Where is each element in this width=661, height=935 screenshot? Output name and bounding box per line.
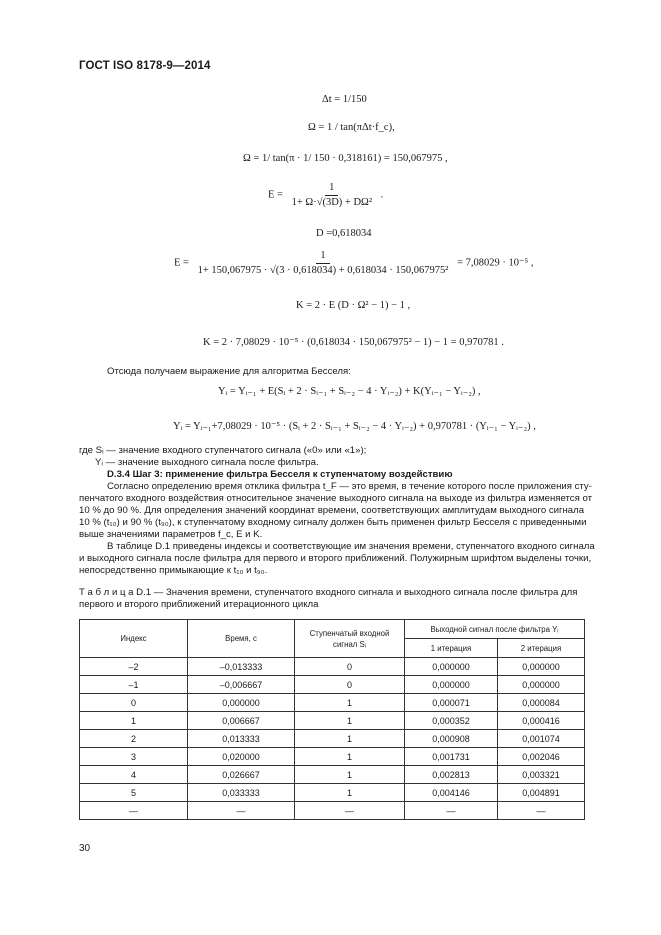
table-cell: 1 bbox=[295, 730, 405, 748]
equation-e-def-denominator: 1+ Ω·√(3D) + DΩ² bbox=[291, 196, 372, 208]
table-row bbox=[80, 676, 585, 694]
equation-e-value-fraction bbox=[194, 250, 453, 276]
header-output: Выходной сигнал после фильтра Yᵢ bbox=[405, 620, 585, 639]
table-cell: 5 bbox=[80, 784, 188, 802]
where-line-2: Yᵢ — значение выходного сигнала после фильтра. bbox=[95, 457, 319, 468]
header-iteration-2: 2 итерация bbox=[498, 639, 585, 658]
table-cell: 0,026667 bbox=[188, 766, 295, 784]
table-cell: 0,001731 bbox=[405, 748, 498, 766]
table-cell: 1 bbox=[295, 748, 405, 766]
equation-e-value-denominator: 1+ 150,067975 · √(3 · 0,618034) + 0,618034 · 150,067975² bbox=[197, 264, 449, 276]
table-cell: 0,000000 bbox=[405, 676, 498, 694]
section-title: D.3.4 Шаг 3: применение фильтра Бесселя к ступенчатому воздействию bbox=[107, 469, 453, 480]
table-cell: 3 bbox=[80, 748, 188, 766]
table-cell: — bbox=[188, 802, 295, 820]
table-cell: 0,000352 bbox=[405, 712, 498, 730]
table-cell: 0,000000 bbox=[405, 658, 498, 676]
page-number: 30 bbox=[79, 843, 91, 854]
equation-e-def-fraction bbox=[288, 182, 376, 208]
paragraph-2-line-1: В таблице D.1 приведены индексы и соответствующие им значения времени, ступенчатого входного сигнала bbox=[107, 541, 595, 552]
table-cell: 0,002046 bbox=[498, 748, 585, 766]
table-cell: 1 bbox=[295, 784, 405, 802]
table-cell: 0,000000 bbox=[188, 694, 295, 712]
table-cell: 2 bbox=[80, 730, 188, 748]
table-row bbox=[80, 712, 585, 730]
table-cell: 0 bbox=[295, 676, 405, 694]
paragraph-1-line-5: выше значениями параметров f_c, E и K. bbox=[79, 529, 263, 540]
paragraph-1-line-1: Согласно определению время отклика фильтра t_F — это время, в течение которого после приложения сту- bbox=[107, 481, 592, 492]
paragraph-1-line-2: пенчатого входного воздействия относительное значение выходного сигнала на выходе из фильтра изменяется от bbox=[79, 493, 592, 504]
table-cell: 0,004891 bbox=[498, 784, 585, 802]
equation-e-value-rhs: = 7,08029 · 10⁻⁵ , bbox=[457, 257, 534, 269]
paragraph-1-line-4: 10 % (t₁₀) и 90 % (t₉₀), к ступенчатому входному сигналу должен быть применен фильтр Бесселя с приведенными bbox=[79, 517, 587, 528]
table-cell: –0,006667 bbox=[188, 676, 295, 694]
equation-k-def: K = 2 · E (D · Ω² − 1) − 1 , bbox=[296, 300, 411, 311]
table-cell: –2 bbox=[80, 658, 188, 676]
table-cell: 0,004146 bbox=[405, 784, 498, 802]
equation-e-def: E = $\frac{1}{\text{1+ Ω·√(3D) + DΩ²}}$ . bbox=[268, 182, 384, 208]
table-cell: 0,000908 bbox=[405, 730, 498, 748]
standard-title: ГОСТ ISO 8178-9—2014 bbox=[79, 60, 211, 72]
table-cell: 0 bbox=[80, 694, 188, 712]
table-cell: 0,002813 bbox=[405, 766, 498, 784]
table-row bbox=[80, 748, 585, 766]
equation-bessel-def: Yᵢ = Yᵢ₋₁ + E(Sᵢ + 2 · Sᵢ₋₁ + Sᵢ₋₂ − 4 · Yᵢ₋₂) + K(Yᵢ₋₁ − Yᵢ₋₂) , bbox=[218, 386, 481, 397]
table-cell: 1 bbox=[295, 694, 405, 712]
equation-e-value bbox=[174, 250, 533, 276]
table-cell: 0,013333 bbox=[188, 730, 295, 748]
table-cell: 0,000000 bbox=[498, 658, 585, 676]
table-cell: 4 bbox=[80, 766, 188, 784]
equation-e-value-lhs: E = bbox=[174, 257, 189, 269]
table-cell: 0,000084 bbox=[498, 694, 585, 712]
paragraph-2-line-3: непосредственно примыкающие к t₁₀ и t₉₀. bbox=[79, 565, 268, 576]
table-row bbox=[80, 766, 585, 784]
equation-dt: Δt = 1/150 bbox=[322, 94, 367, 105]
table-cell: 1 bbox=[295, 712, 405, 730]
table-cell: 1 bbox=[295, 766, 405, 784]
table-cell: 0,006667 bbox=[188, 712, 295, 730]
table-cell: –0,013333 bbox=[188, 658, 295, 676]
table-row bbox=[80, 730, 585, 748]
equation-d-value: D =0,618034 bbox=[316, 228, 372, 239]
table-caption-line-2: первого и второго приближений итерационного цикла bbox=[79, 599, 319, 610]
equation-omega-value: Ω = 1/ tan(π · 1/ 150 · 0,318161) = 150,067975 , bbox=[243, 153, 448, 164]
paragraph-1-line-3: 10 % до 90 %. Для определения значений координат времени, соответствующих амплитудам выходного сигнала bbox=[79, 505, 585, 516]
header-time: Время, с bbox=[188, 620, 295, 658]
data-table bbox=[79, 619, 585, 820]
table-cell: –1 bbox=[80, 676, 188, 694]
table-cell: 0,033333 bbox=[188, 784, 295, 802]
equation-e-def-numerator: 1 bbox=[325, 182, 338, 196]
bessel-intro: Отсюда получаем выражение для алгоритма Бесселя: bbox=[107, 366, 351, 377]
equation-e-value-numerator: 1 bbox=[316, 250, 329, 264]
table-caption-line-1: Т а б л и ц а D.1 — Значения времени, ступенчатого входного сигнала и выходного сигнала после фильтра для bbox=[79, 587, 578, 598]
table-cell: 0,003321 bbox=[498, 766, 585, 784]
table-cell: 0,000071 bbox=[405, 694, 498, 712]
equation-omega-def: Ω = 1 / tan(πΔt·f_c), bbox=[308, 122, 395, 133]
table-row bbox=[80, 784, 585, 802]
where-line-1: где Sᵢ — значение входного ступенчатого сигнала («0» или «1»); bbox=[79, 445, 367, 456]
table-cell: 0,000416 bbox=[498, 712, 585, 730]
table-cell: — bbox=[295, 802, 405, 820]
equation-bessel-value: Yᵢ = Yᵢ₋₁+7,08029 · 10⁻⁵ · (Sᵢ + 2 · Sᵢ₋₁ + Sᵢ₋₂ − 4 · Yᵢ₋₂) + 0,970781 · (Yᵢ₋₁ − Yᵢ₋₂) , bbox=[173, 421, 536, 432]
paragraph-2-line-2: и выходного сигнала после фильтра для первого и второго приближений. Полужирным шрифтом выделены точки, bbox=[79, 553, 592, 564]
table-cell: 0 bbox=[295, 658, 405, 676]
table-cell: 1 bbox=[80, 712, 188, 730]
table-row bbox=[80, 658, 585, 676]
table-cell: — bbox=[405, 802, 498, 820]
header-iteration-1: 1 итерация bbox=[405, 639, 498, 658]
equation-e-def-lhs: E = bbox=[268, 189, 283, 201]
table-row bbox=[80, 694, 585, 712]
table-cell: 0,020000 bbox=[188, 748, 295, 766]
table-cell: 0,001074 bbox=[498, 730, 585, 748]
table-row bbox=[80, 802, 585, 820]
table-cell: 0,000000 bbox=[498, 676, 585, 694]
equation-k-value: K = 2 · 7,08029 · 10⁻⁵ · (0,618034 · 150,067975² − 1) − 1 = 0,970781 . bbox=[203, 337, 504, 348]
table-cell: — bbox=[498, 802, 585, 820]
header-input: Ступенчатый входной сигнал Sᵢ bbox=[295, 620, 405, 658]
header-index: Индекс bbox=[80, 620, 188, 658]
table-cell: — bbox=[80, 802, 188, 820]
